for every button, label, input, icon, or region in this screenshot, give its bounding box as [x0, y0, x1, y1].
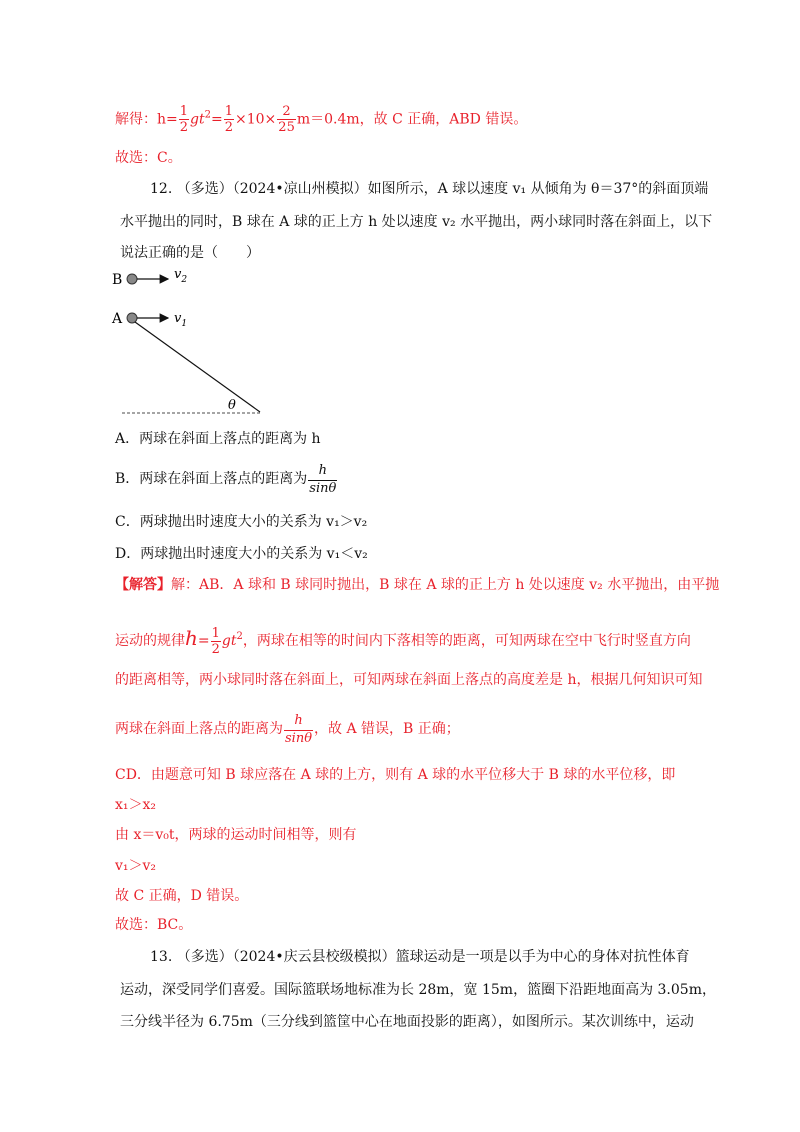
v1-label: $v_1$: [174, 311, 188, 329]
option-b-text: B．两球在斜面上落点的距离为: [115, 471, 308, 487]
solution-11-prefix: 解得：h=: [115, 111, 178, 128]
option-d: D．两球抛出时速度大小的关系为 v₁＜v₂: [115, 546, 368, 562]
fraction-h-over-sin: $\frac{h}{\sin\theta}$: [309, 463, 337, 496]
fraction-h-over-sin-2: $\frac{h}{\sin\theta}$: [285, 713, 313, 746]
answer-line-1: [115, 575, 719, 595]
incline-surface: [135, 322, 260, 412]
solution-11-line: [115, 104, 527, 135]
question-tag: （多选）: [176, 181, 233, 197]
question-text: 如图所示，A 球以速度 v₁ 从倾角为 θ＝37°的斜面顶端: [367, 181, 709, 197]
v2-label: $v_2$: [174, 267, 188, 285]
question-13-line-3: 三分线半径为 6.75m（三分线到篮筐中心在地面投影的距离），如图所示。某次训练中，运动: [120, 1014, 694, 1030]
times-ten: ×10×: [235, 111, 277, 128]
answer-line-6: x₁＞x₂: [115, 797, 157, 813]
option-b: [115, 462, 338, 496]
answer-text: 两球在斜面上落点的距离为: [115, 721, 283, 737]
question-13-line-1: [150, 947, 690, 967]
question-source: （2024•庆云县校级模拟）: [232, 949, 396, 965]
fraction-half: $\frac{1}{2}$: [179, 104, 189, 135]
h-symbol: h: [185, 626, 198, 650]
question-text: 篮球运动是一项是以手为中心的身体对抗性体育: [395, 949, 690, 965]
solution-11-answer: 故选：C。: [115, 150, 182, 166]
answer-line-7: 由 x＝v₀t，两球的运动时间相等，则有: [115, 827, 357, 843]
fraction-2-25: $\frac{2}{25}$: [278, 104, 295, 135]
question-tag: （多选）: [176, 949, 233, 965]
ball-b-label: B: [112, 272, 123, 288]
equals-sign: =: [197, 633, 210, 649]
answer-text: ，两球在相等的时间内下落相等的距离，可知两球在空中飞行时竖直方向: [242, 633, 691, 649]
gt-term: gt: [190, 111, 205, 128]
equals-sign: =: [211, 111, 223, 128]
question-12-line-2: 水平抛出的同时，B 球在 A 球的正上方 h 处以速度 v₂ 水平抛出，两小球同时落在斜面上，以下: [120, 214, 713, 230]
answer-line-4: [115, 712, 460, 746]
fraction-half-3: $\frac{1}{2}$: [211, 625, 220, 657]
ball-a: [127, 313, 137, 323]
gt-term: gt: [221, 633, 237, 649]
answer-line-3: 的距离相等，两小球同时落在斜面上，可知两球在斜面上落点的高度差是 h，根据几何知识可知: [115, 672, 703, 688]
ball-a-label: A: [112, 311, 123, 327]
answer-line-10: 故选：BC。: [115, 917, 193, 933]
question-12-line-1: [150, 179, 708, 199]
question-source: （2024•凉山州模拟）: [232, 181, 368, 197]
incline-diagram: [110, 262, 270, 418]
answer-line-8: v₁＞v₂: [115, 858, 157, 874]
answer-line-5: CD．由题意可知 B 球应落在 A 球的上方，则有 A 球的水平位移大于 B 球的水平位移，即: [115, 767, 676, 783]
fraction-half-2: $\frac{1}{2}$: [224, 104, 234, 135]
solution-11-result: m＝0.4m，故 C 正确，ABD 错误。: [296, 111, 528, 128]
answer-line-2: [115, 622, 691, 657]
exponent: 2: [204, 109, 211, 121]
answer-text: ，故 A 错误，B 正确；: [314, 721, 460, 737]
exponent: 2: [236, 631, 243, 642]
question-number: 12.: [150, 181, 173, 197]
question-12-line-3: 说法正确的是（ ）: [120, 245, 260, 261]
question-13-line-2: 运动，深受同学们喜爱。国际篮联场地标准为长 28m，宽 15m，篮圈下沿距地面高为 3.05m，: [120, 982, 716, 998]
theta-label: θ: [228, 398, 236, 413]
answer-label: 【解答】: [115, 577, 171, 593]
answer-line-9: 故 C 正确，D 错误。: [115, 888, 249, 904]
option-c: C．两球抛出时速度大小的关系为 v₁＞v₂: [115, 514, 368, 530]
ball-b: [127, 274, 137, 284]
answer-text: 运动的规律: [115, 633, 185, 649]
option-a: A．两球在斜面上落点的距离为 h: [115, 431, 321, 447]
question-number: 13.: [150, 949, 173, 965]
answer-text: 解：AB．A 球和 B 球同时抛出，B 球在 A 球的正上方 h 处以速度 v₂ 水平抛出，由平抛: [171, 577, 720, 593]
